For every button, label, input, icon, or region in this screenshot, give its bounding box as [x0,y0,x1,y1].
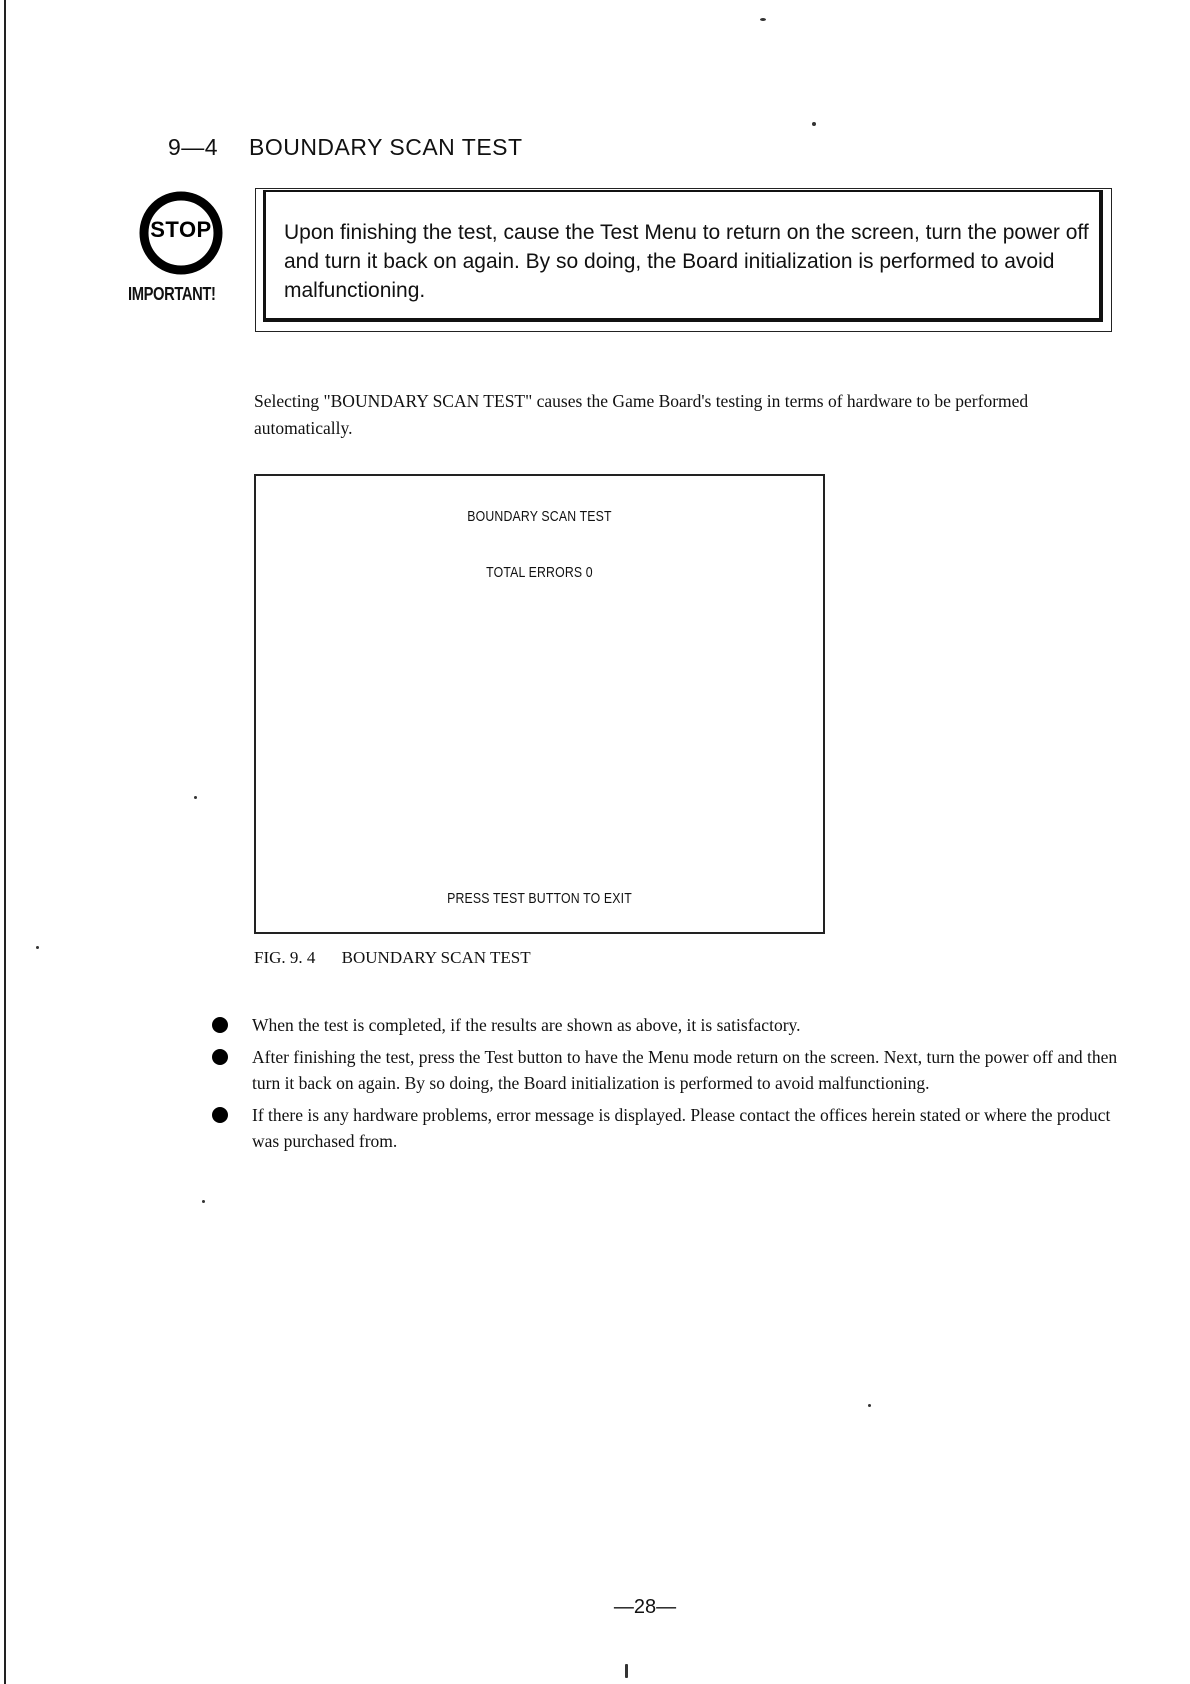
bullet-dot-icon [212,1049,228,1065]
screen-total-errors: TOTAL ERRORS 0 [486,564,593,581]
page-left-edge [4,0,6,1684]
scan-speck [194,796,197,799]
section-title: BOUNDARY SCAN TEST [248,134,523,160]
bullet-list [212,1012,1122,1160]
figure-title: BOUNDARY SCAN TEST [341,948,531,967]
scan-speck [625,1664,628,1678]
page-number: —28— [613,1596,677,1618]
screen-exit-prompt: PRESS TEST BUTTON TO EXIT [447,890,632,907]
list-item-text: After finishing the test, press the Test button to have the Menu mode return on the screen. Next, turn the power off and then turn it back on again. By so doing, the Board initialization is performed to avoid malfunctioning. [252,1047,1118,1093]
notice-text: Upon finishing the test, cause the Test Menu to return on the screen, turn the power off and turn it back on again. By so doing, the Board initialization is performed to avoid malfunctioning. [284,221,1089,302]
bullet-dot-icon [212,1107,228,1123]
intro-paragraph: Selecting "BOUNDARY SCAN TEST" causes the Game Board's testing in terms of hardware to be performed automatically. [254,391,1029,438]
stop-label: STOP [150,217,212,242]
list-item [212,1012,1122,1038]
section-number: 9—4 [168,134,219,160]
screen-title: BOUNDARY SCAN TEST [467,508,612,525]
scan-speck [36,946,39,949]
figure-caption [254,948,531,968]
test-screen-figure [254,474,825,934]
important-label: IMPORTANT! [128,284,216,304]
figure-number: FIG. 9. 4 [254,948,316,967]
scan-speck [202,1200,205,1203]
list-item [212,1102,1122,1154]
scan-speck [812,122,816,126]
scan-speck [868,1404,871,1407]
section-heading [168,134,523,161]
list-item-text: When the test is completed, if the results are shown as above, it is satisfactory. [252,1015,801,1035]
stop-important-badge [128,190,230,308]
scan-speck [760,18,766,21]
bullet-dot-icon [212,1017,228,1033]
list-item [212,1044,1122,1096]
list-item-text: If there is any hardware problems, error message is displayed. Please contact the offices herein stated or where the product was purchased from. [252,1105,1111,1151]
